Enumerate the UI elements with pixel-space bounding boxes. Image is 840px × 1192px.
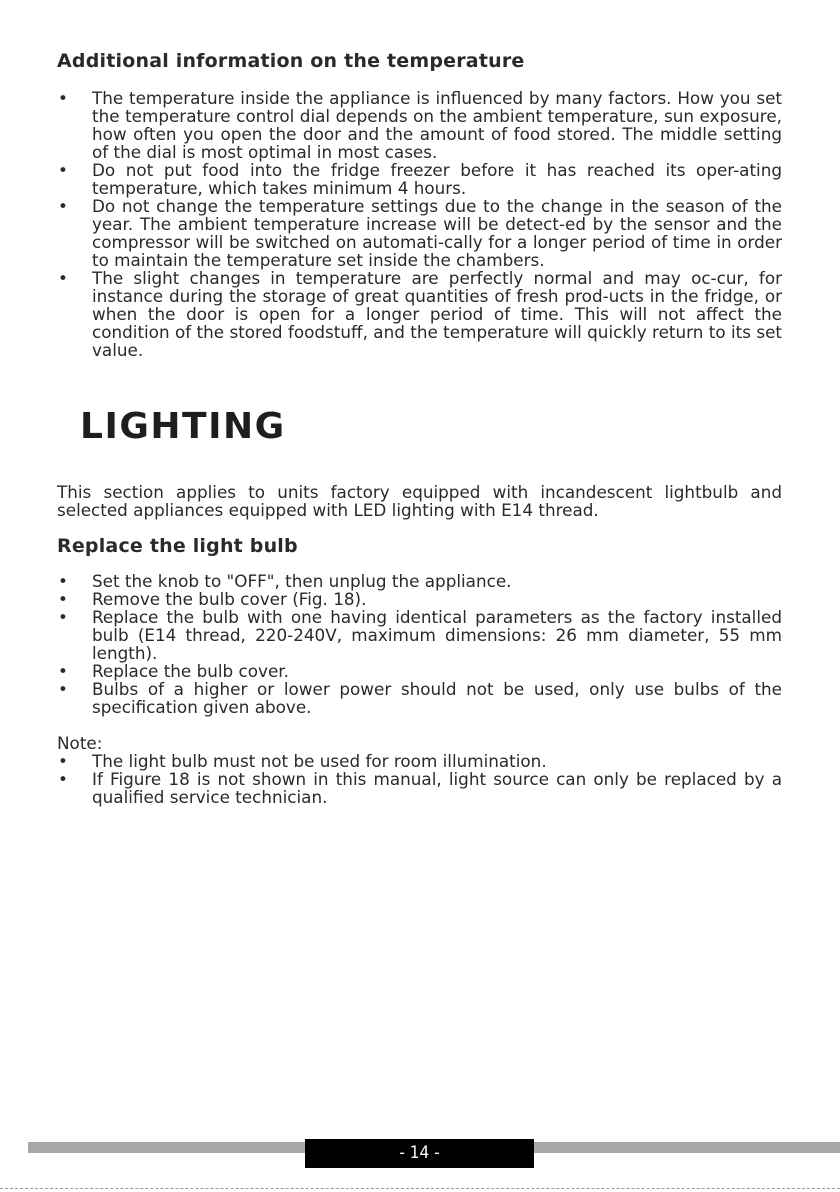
list-item: • If Figure 18 is not shown in this manual, light source can only be replaced by a qualified service technician. bbox=[58, 769, 782, 807]
list-item: • Replace the bulb with one having identical parameters as the factory installed bulb (E14 thread, 220-240V, maximum dimensions: 26 mm diameter, 55 mm length). bbox=[58, 607, 782, 663]
bullet-icon: • bbox=[58, 661, 68, 681]
note-label: Note: bbox=[57, 733, 103, 753]
lighting-title: LIGHTING bbox=[80, 406, 286, 447]
bullet-icon: • bbox=[58, 196, 68, 216]
temperature-list bbox=[57, 89, 782, 359]
list-item: • Bulbs of a higher or lower power should not be used, only use bulbs of the specification given above. bbox=[58, 679, 782, 717]
list-item: • Do not change the temperature settings due to the change in the season of the year. The ambient temperature increase will be detect-ed by the sensor and the compressor will be switched on automati-cally for a longer period of time in order to maintain the temperature set inside the chambers. bbox=[58, 196, 782, 270]
bullet-icon: • bbox=[58, 160, 68, 180]
notes-list bbox=[57, 752, 782, 806]
bullet-icon: • bbox=[58, 88, 68, 108]
list-item: • Remove the bulb cover (Fig. 18). bbox=[58, 589, 367, 609]
replace-steps-list bbox=[57, 572, 782, 716]
bullet-icon: • bbox=[58, 679, 68, 699]
list-item: • The temperature inside the appliance is influenced by many factors. How you set the temperature control dial depends on the ambient temperature, sun exposure, how often you open the door and the amount of food stored. The middle setting of the dial is most optimal in most cases. bbox=[58, 88, 782, 162]
bullet-icon: • bbox=[58, 589, 68, 609]
bullet-icon: • bbox=[58, 751, 68, 771]
lighting-intro: This section applies to units factory equipped with incandescent lightbulb and selected appliances equipped with LED lighting with E14 thread. bbox=[57, 482, 782, 520]
replace-bulb-heading: Replace the light bulb bbox=[57, 535, 298, 557]
list-item: • Replace the bulb cover. bbox=[58, 661, 289, 681]
page-content bbox=[57, 50, 782, 806]
page-bottom-rule bbox=[0, 1188, 840, 1189]
list-item: • The light bulb must not be used for room illumination. bbox=[58, 751, 547, 771]
list-item: • Do not put food into the fridge freezer before it has reached its oper-ating temperature, which takes minimum 4 hours. bbox=[58, 160, 782, 198]
bullet-icon: • bbox=[58, 769, 68, 789]
bullet-icon: • bbox=[58, 268, 68, 288]
page-number: - 14 - bbox=[305, 1139, 534, 1168]
list-item: • Set the knob to "OFF", then unplug the appliance. bbox=[58, 571, 512, 591]
bullet-icon: • bbox=[58, 571, 68, 591]
list-item: • The slight changes in temperature are perfectly normal and may oc-cur, for instance during the storage of great quantities of fresh prod-ucts in the fridge, or when the door is open for a longer period of time. This will not affect the condition of the stored foodstuff, and the temperature will quickly return to its set value. bbox=[58, 268, 782, 360]
bullet-icon: • bbox=[58, 607, 68, 627]
temperature-heading: Additional information on the temperature bbox=[57, 50, 525, 72]
